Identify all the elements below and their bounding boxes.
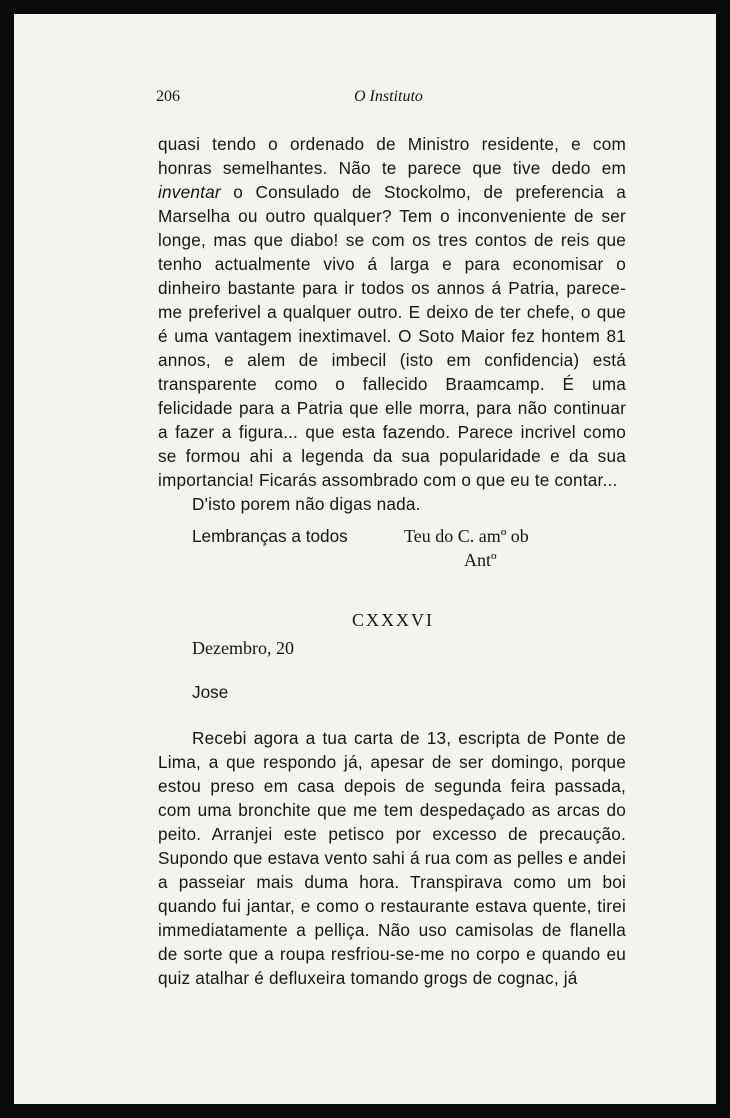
- letter-number: CXXXVI: [352, 610, 434, 630]
- paragraph: Recebi agora a tua carta de 13, escripta de Ponte de Lima, a que respondo já, apesar de ser domingo, porque estou preso em casa depois de segunda feira passada, com uma bronchite que me tem despedaçado as arcas do peito. Arranjei este petisco por excesso de precaução. Supondo que estava vento sahi á rua com as pelles e andei a passeiar mais duma hora. Transpirava como um boi quando fui jantar, e como o restaurante estava quente, tirei immediatamente a pelliça. Não uso camisolas de flanella de sorte que a roupa resfriou-se-me no corpo e quando eu quiz atalhar é defluxeira tomando grogs de cognac, já: [158, 728, 626, 988]
- paragraph: D'isto porem não digas nada.: [192, 494, 421, 514]
- emphasis: inventar: [158, 182, 221, 202]
- salutation: Jose: [192, 682, 229, 702]
- letter-continuation: [158, 132, 626, 516]
- signature: Antº: [464, 550, 497, 570]
- closing-friend: Teu do C. amº ob: [404, 526, 529, 546]
- book-page: [14, 14, 716, 1104]
- closing-regards: Lembranças a todos: [192, 526, 348, 546]
- letter-date: Dezembro, 20: [192, 638, 294, 658]
- paragraph: quasi tendo o ordenado de Ministro residente, e com honras semelhantes. Não te parece que tive dedo em inventar o Consulado de Stockolmo, de preferencia a Marselha ou outro qualquer? Tem o inconveniente de ser longe, mas que diabo! se com os tres contos de reis que tenho actualmente vivo á larga e para economisar o dinheiro bastante para ir todos os annos á Patria, parece-me preferivel a qualquer outro. E deixo de ter chefe, o que é uma vantagem inextimavel. O Soto Maior fez hontem 81 annos, e alem de imbecil (isto em confidencia) está transparente como o fallecido Braamcamp. É uma felicidade para a Patria que elle morra, para não continuar a fazer a figura... que esta fazendo. Parece incrivel como se formou ahi a legenda da sua popularidade e da sua importancia! Ficarás assombrado com o que eu te contar...: [158, 134, 626, 490]
- page-header: [156, 88, 576, 112]
- running-title: O Instituto: [354, 88, 423, 105]
- letter-body: [158, 726, 626, 990]
- page-number: 206: [156, 88, 180, 105]
